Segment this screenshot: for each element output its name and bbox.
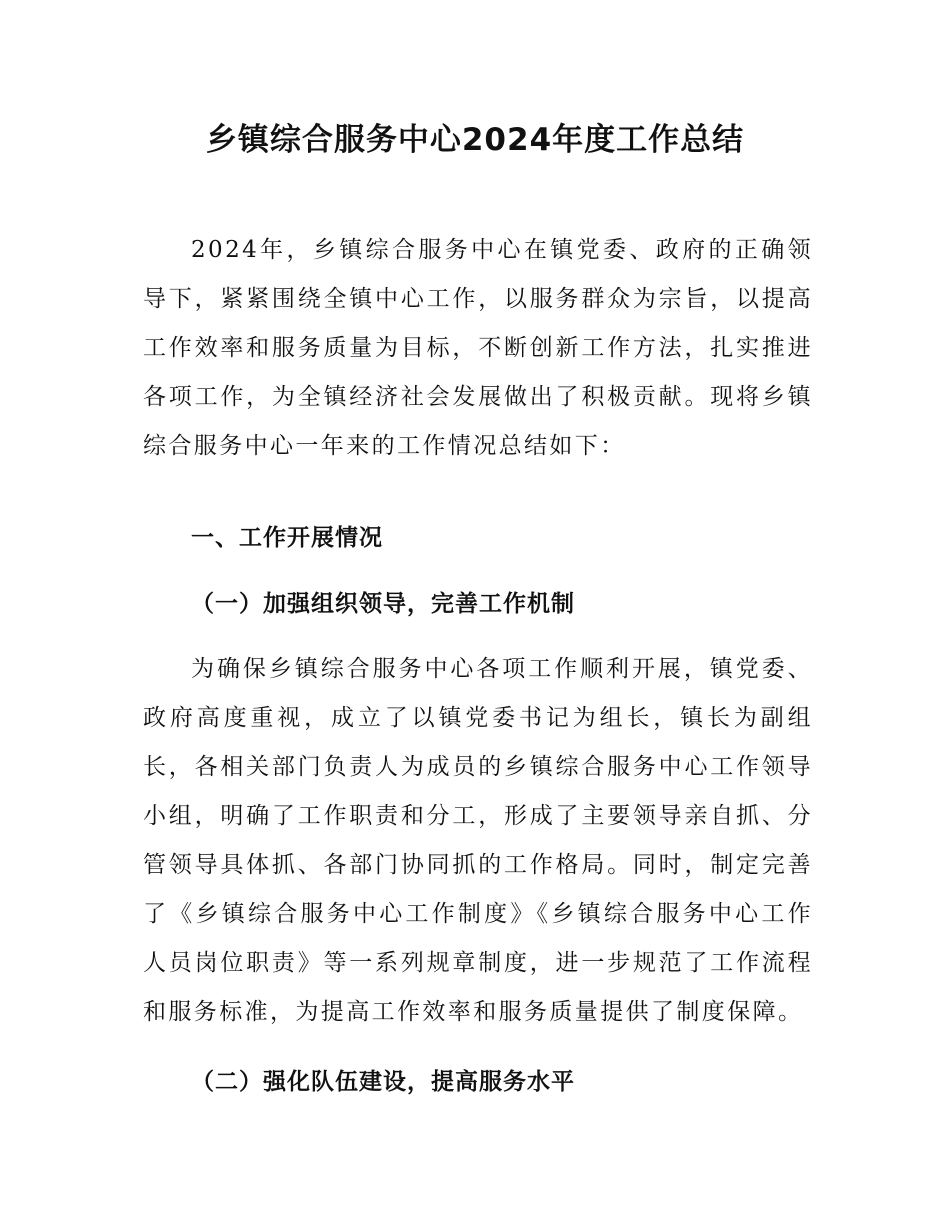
subsection-heading-1: （一）加强组织领导，完善工作机制 bbox=[191, 591, 575, 617]
section-heading-1: 一、工作开展情况 bbox=[191, 525, 383, 551]
document-title: 乡镇综合服务中心2024年度工作总结 bbox=[205, 122, 745, 158]
subsection-paragraph-1: 为确保乡镇综合服务中心各项工作顺利开展，镇党委、政府高度重视，成立了以镇党委书记为组长，镇长为副组长，各相关部门负责人为成员的乡镇综合服务中心工作领导小组，明确了工作职责和分工，形成了主要领导亲自抓、分管领导具体抓、各部门协同抓的工作格局。同时，制定完善了《乡镇综合服务中心工作制度》《乡镇综合服务中心工作人员岗位职责》等一系列规章制度，进一步规范了工作流程和服务标准，为提高工作效率和服务质量提供了制度保障。 bbox=[143, 656, 813, 1025]
subsection-heading-2: （二）强化队伍建设，提高服务水平 bbox=[191, 1069, 575, 1095]
intro-paragraph: 2024年，乡镇综合服务中心在镇党委、政府的正确领导下，紧紧围绕全镇中心工作，以服务群众为宗旨，以提高工作效率和服务质量为目标，不断创新工作方法，扎实推进各项工作，为全镇经济社会发展做出了积极贡献。现将乡镇综合服务中心一年来的工作情况总结如下： bbox=[143, 237, 813, 459]
